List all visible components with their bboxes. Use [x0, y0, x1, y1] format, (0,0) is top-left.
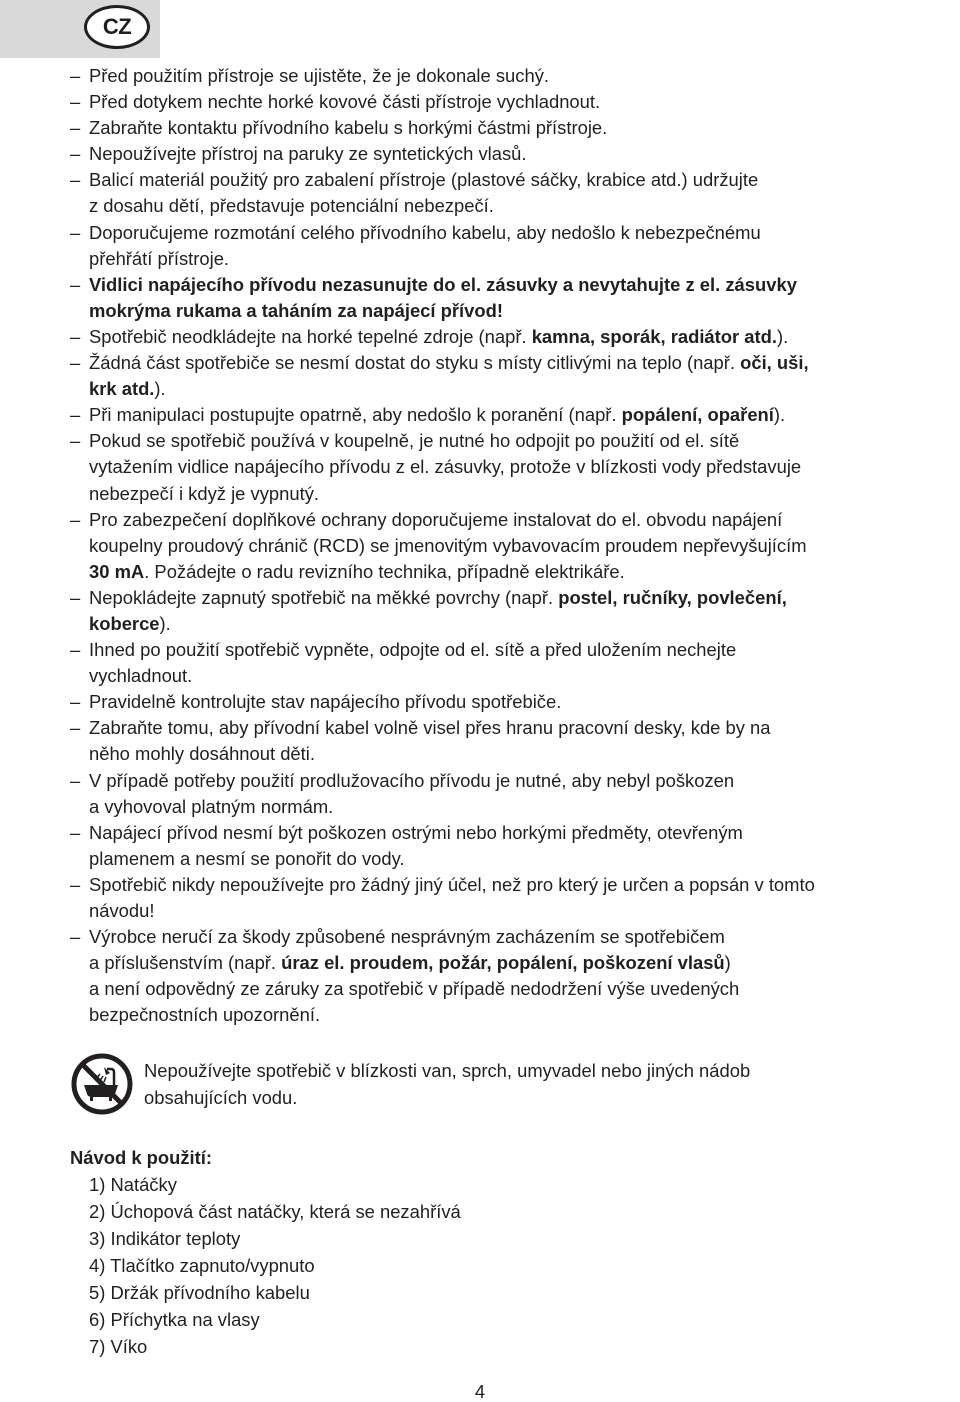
warning-text: bezpečnostních upozornění. [89, 1004, 321, 1026]
part-item: 6) Příchytka na vlasy [89, 1309, 260, 1330]
warning-line [89, 689, 950, 715]
warning-line [89, 193, 950, 219]
warning-item [70, 872, 950, 924]
warning-line [89, 167, 950, 193]
warning-line [89, 481, 950, 507]
warning-text: Pro zabezpečení doplňkové ochrany doporučujeme instalovat do el. obvodu napájení [89, 508, 783, 530]
warning-line [89, 872, 950, 898]
part-item: 4) Tlačítko zapnuto/vypnuto [89, 1255, 315, 1276]
warning-line [89, 637, 950, 663]
dash-bullet: – [70, 169, 81, 191]
warning-text: Zabraňte kontaktu přívodního kabelu s horkými částmi přístroje. [89, 117, 608, 139]
water-warning-line: obsahujících vodu. [144, 1086, 298, 1108]
warning-item [70, 820, 950, 872]
warning-item [70, 63, 950, 89]
warning-line [89, 298, 950, 324]
warning-text: V případě potřeby použití prodlužovacího přívodu je nutné, aby nebyl poškozen [89, 769, 735, 791]
warning-text: z dosahu dětí, představuje potenciální nebezpečí. [89, 195, 494, 217]
warning-text: Napájecí přívod nesmí být poškozen ostrými nebo horkými předměty, otevřeným [89, 821, 743, 843]
warning-item [70, 272, 950, 324]
emphasis-text: oči, uši, [740, 352, 809, 374]
warning-text: Výrobce neručí za škody způsobené nesprávným zacházením se spotřebičem [89, 926, 725, 948]
dash-bullet: – [70, 691, 81, 713]
warning-line [89, 741, 950, 767]
warning-text: ). [773, 404, 786, 426]
part-item: 3) Indikátor teploty [89, 1228, 241, 1249]
dash-bullet: – [70, 143, 81, 165]
warning-line [89, 976, 950, 1002]
emphasis-text: 30 mA [89, 560, 145, 582]
warning-line [89, 1002, 950, 1028]
warning-item [70, 115, 950, 141]
part-item: 1) Natáčky [89, 1174, 177, 1195]
warning-line [89, 794, 950, 820]
warning-text: Spotřebič neodkládejte na horké tepelné zdroje (např. [89, 325, 532, 347]
part-item: 2) Úchopová část natáčky, která se nezahřívá [89, 1201, 461, 1222]
warning-item [70, 89, 950, 115]
warning-text: plamenem a nesmí se ponořit do vody. [89, 847, 405, 869]
language-badge: CZ [84, 5, 150, 49]
warning-text: a není odpovědný ze záruky za spotřebič v případě nedodržení výše uvedených [89, 978, 740, 1000]
language-tab [0, 0, 160, 58]
warning-text: ). [159, 612, 171, 634]
warning-line [89, 768, 950, 794]
warning-text: Pokud se spotřebič používá v koupelně, je nutné ho odpojit po použití od el. sítě [89, 430, 740, 452]
safety-warnings-list [70, 63, 950, 1028]
warning-line [89, 611, 950, 637]
dash-bullet: – [70, 769, 81, 791]
emphasis-text: kamna, sporák, radiátor atd. [531, 325, 777, 347]
warning-text: Spotřebič nikdy nepoužívejte pro žádný jiný účel, než pro který je určen a popsán v tomto [89, 873, 815, 895]
warning-item [70, 167, 950, 219]
warning-line [89, 846, 950, 872]
warning-item [70, 637, 950, 689]
warning-line [89, 141, 950, 167]
warning-item [70, 428, 950, 506]
dash-bullet: – [70, 221, 81, 243]
warning-line [89, 585, 950, 611]
dash-bullet: – [70, 821, 81, 843]
warning-text: něho mohly dosáhnout děti. [89, 743, 315, 765]
emphasis-text: mokrýma rukama a taháním za napájecí přívod! [89, 299, 503, 321]
warning-line [89, 220, 950, 246]
warning-line [89, 246, 950, 272]
dash-bullet: – [70, 586, 81, 608]
dash-bullet: – [70, 639, 81, 661]
warning-line [89, 272, 950, 298]
dash-bullet: – [70, 430, 81, 452]
warning-text: Při manipulaci postupujte opatrně, aby nedošlo k poranění (např. [89, 404, 622, 426]
dash-bullet: – [70, 873, 81, 895]
warning-text: Ihned po použití spotřebič vypněte, odpojte od el. sítě a před uložením nechejte [89, 639, 737, 661]
warning-text: Pravidelně kontrolujte stav napájecího přívodu spotřebiče. [89, 691, 562, 713]
warning-text: a příslušenstvím (např. [89, 952, 282, 974]
warning-item [70, 324, 950, 350]
warning-line [89, 63, 950, 89]
warning-line [89, 350, 950, 376]
warning-item [70, 141, 950, 167]
warning-text: Doporučujeme rozmotání celého přívodního kabelu, aby nedošlo k nebezpečnému [89, 221, 761, 243]
warning-line [89, 898, 950, 924]
warning-text: . Požádejte o radu revizního technika, případně elektrikáře. [144, 560, 625, 582]
warning-line [89, 559, 950, 585]
warning-text: Před použitím přístroje se ujistěte, že je dokonale suchý. [89, 65, 549, 86]
warning-text: Žádná část spotřebiče se nesmí dostat do styku s místy citlivými na teplo (např. [89, 352, 741, 374]
warning-item [70, 350, 950, 402]
warning-item [70, 768, 950, 820]
warning-line [89, 533, 950, 559]
dash-bullet: – [70, 352, 81, 374]
warning-item [70, 507, 950, 585]
warning-text: návodu! [89, 900, 155, 921]
warning-text: vytažením vidlice napájecího přívodu z el. zásuvky, protože v blízkosti vody představuje [89, 456, 802, 478]
warning-text: a vyhovoval platným normám. [89, 795, 334, 817]
usage-title: Návod k použití: [70, 1147, 213, 1168]
warning-line [89, 454, 950, 480]
warning-text: nebezpečí i když je vypnutý. [89, 482, 320, 504]
warning-line [89, 89, 950, 115]
warning-line [89, 820, 950, 846]
water-warning-line: Nepoužívejte spotřebič v blízkosti van, sprch, umyvadel nebo jiných nádob [144, 1060, 751, 1081]
warning-line [89, 950, 950, 976]
warning-text: Nepokládejte zapnutý spotřebič na měkké povrchy (např. [89, 586, 559, 608]
dash-bullet: – [70, 117, 81, 139]
emphasis-text: úraz el. proudem, požár, popálení, poškození vlasů [281, 952, 725, 974]
dash-bullet: – [70, 404, 81, 426]
warning-item [70, 715, 950, 767]
warning-line [89, 115, 950, 141]
warning-text: ) [724, 952, 731, 974]
part-item: 5) Držák přívodního kabelu [89, 1282, 310, 1303]
part-item: 7) Víko [89, 1336, 148, 1357]
warning-text: Balicí materiál použitý pro zabalení přístroje (plastové sáčky, krabice atd.) udržujte [89, 169, 759, 191]
emphasis-text: krk atd. [89, 378, 155, 400]
dash-bullet: – [70, 65, 81, 86]
dash-bullet: – [70, 91, 81, 113]
warning-text: ). [154, 378, 166, 400]
warning-line [89, 428, 950, 454]
warning-text: přehřátí přístroje. [89, 247, 230, 269]
emphasis-text: Vidlici napájecího přívodu nezasunujte do el. zásuvky a nevytahujte z el. zásuvky [89, 273, 797, 295]
warning-line [89, 507, 950, 533]
warning-item [70, 585, 950, 637]
water-warning [144, 1058, 750, 1111]
warning-line [89, 924, 950, 950]
warning-text: koupelny proudový chránič (RCD) se jmenovitým vybavovacím proudem nepřevyšujícím [89, 534, 807, 556]
emphasis-text: postel, ručníky, povlečení, [558, 586, 787, 608]
warning-item [70, 402, 950, 428]
warning-line [89, 402, 950, 428]
parts-list [89, 1171, 461, 1360]
warning-line [89, 324, 950, 350]
warning-text: ). [776, 325, 789, 347]
warning-text: Nepoužívejte přístroj na paruky ze syntetických vlasů. [89, 143, 527, 165]
page-number: 4 [474, 1381, 486, 1402]
emphasis-text: koberce [89, 612, 160, 634]
warning-text: Před dotykem nechte horké kovové části přístroje vychladnout. [89, 91, 601, 113]
warning-item [70, 220, 950, 272]
warning-line [89, 715, 950, 741]
dash-bullet: – [70, 926, 81, 948]
dash-bullet: – [70, 717, 81, 739]
dash-bullet: – [70, 273, 81, 295]
warning-text: Zabraňte tomu, aby přívodní kabel volně visel přes hranu pracovní desky, kde by na [89, 717, 771, 739]
warning-text: vychladnout. [89, 665, 193, 687]
emphasis-text: popálení, opaření [621, 404, 774, 426]
warning-line [89, 376, 950, 402]
no-bath-icon [70, 1052, 134, 1116]
dash-bullet: – [70, 508, 81, 530]
warning-line [89, 663, 950, 689]
warning-item [70, 689, 950, 715]
warning-item [70, 924, 950, 1028]
dash-bullet: – [70, 325, 81, 347]
